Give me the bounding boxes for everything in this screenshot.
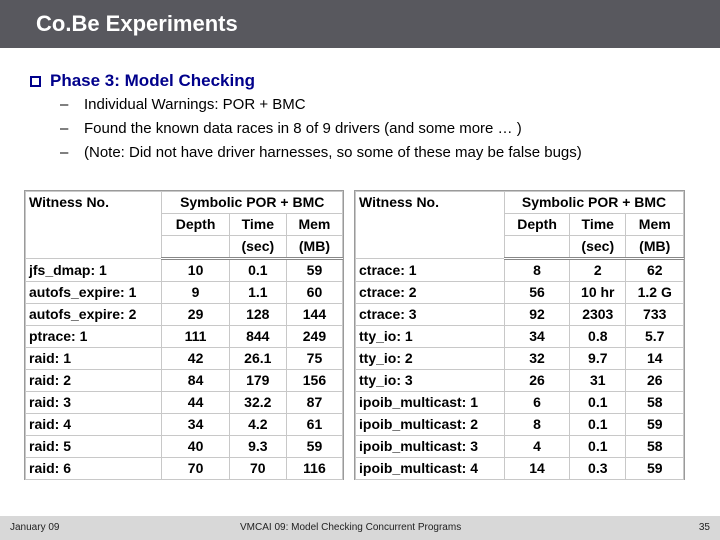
table-row (356, 304, 684, 326)
time-cell: 1.1 (229, 282, 286, 304)
col-time: Time (229, 214, 286, 236)
mem-cell: 733 (626, 304, 684, 326)
col-time-unit: (sec) (229, 236, 286, 259)
main-bullet-text: Phase 3: Model Checking (50, 71, 255, 90)
mem-cell: 249 (286, 326, 342, 348)
witness-cell: raid: 2 (26, 370, 162, 392)
mem-cell: 156 (286, 370, 342, 392)
time-cell: 0.1 (229, 259, 286, 282)
dash-icon: – (60, 120, 69, 137)
witness-cell: tty_io: 1 (356, 326, 505, 348)
table-row (356, 282, 684, 304)
mem-cell: 87 (286, 392, 342, 414)
subpoint-text: Individual Warnings: POR + BMC (84, 96, 306, 113)
witness-cell: autofs_expire: 2 (26, 304, 162, 326)
depth-cell: 111 (162, 326, 229, 348)
table-row (356, 348, 684, 370)
witness-cell: raid: 5 (26, 436, 162, 458)
witness-cell: raid: 4 (26, 414, 162, 436)
table-body-left (26, 259, 343, 480)
witness-cell: raid: 1 (26, 348, 162, 370)
subpoint-text: Found the known data races in 8 of 9 drivers (and some more … ) (84, 120, 522, 137)
mem-cell: 58 (626, 436, 684, 458)
depth-cell: 92 (505, 304, 570, 326)
mem-cell: 144 (286, 304, 342, 326)
mem-cell: 14 (626, 348, 684, 370)
results-table-right (354, 190, 685, 480)
slide-title: Co.Be Experiments (36, 11, 238, 36)
mem-cell: 58 (626, 392, 684, 414)
depth-cell: 40 (162, 436, 229, 458)
col-depth: Depth (505, 214, 570, 236)
time-cell: 4.2 (229, 414, 286, 436)
mem-cell: 59 (626, 458, 684, 480)
time-cell: 70 (229, 458, 286, 480)
footer-venue: VMCAI 09: Model Checking Concurrent Programs (240, 522, 462, 533)
table-row (356, 414, 684, 436)
depth-cell: 44 (162, 392, 229, 414)
table-row (356, 326, 684, 348)
subpoint-3 (60, 144, 582, 161)
mem-cell: 59 (286, 436, 342, 458)
main-bullet (30, 71, 255, 91)
time-cell: 0.8 (570, 326, 626, 348)
table-row (26, 458, 343, 480)
time-cell: 2 (570, 259, 626, 282)
table-row (26, 414, 343, 436)
col-depth-unit (505, 236, 570, 259)
witness-cell: tty_io: 2 (356, 348, 505, 370)
col-mem: Mem (626, 214, 684, 236)
col-mem-unit: (MB) (626, 236, 684, 259)
time-cell: 9.7 (570, 348, 626, 370)
witness-cell: ptrace: 1 (26, 326, 162, 348)
time-cell: 31 (570, 370, 626, 392)
subpoint-text: (Note: Did not have driver harnesses, so some of these may be false bugs) (84, 144, 582, 161)
time-cell: 128 (229, 304, 286, 326)
table-row (356, 392, 684, 414)
mem-cell: 62 (626, 259, 684, 282)
table-row (26, 304, 343, 326)
results-table-left (24, 190, 344, 480)
time-cell: 0.1 (570, 414, 626, 436)
table-row (26, 348, 343, 370)
witness-cell: ipoib_multicast: 2 (356, 414, 505, 436)
checkbox-bullet-icon (30, 76, 41, 87)
mem-cell: 59 (626, 414, 684, 436)
depth-cell: 56 (505, 282, 570, 304)
dash-icon: – (60, 144, 69, 161)
depth-cell: 34 (505, 326, 570, 348)
depth-cell: 4 (505, 436, 570, 458)
time-cell: 0.3 (570, 458, 626, 480)
table-row (26, 392, 343, 414)
mem-cell: 5.7 (626, 326, 684, 348)
mem-cell: 26 (626, 370, 684, 392)
time-cell: 179 (229, 370, 286, 392)
depth-cell: 70 (162, 458, 229, 480)
table-row (356, 370, 684, 392)
footer-date: January 09 (10, 522, 60, 533)
table-row (356, 259, 684, 282)
mem-cell: 116 (286, 458, 342, 480)
col-depth-unit (162, 236, 229, 259)
mem-cell: 1.2 G (626, 282, 684, 304)
header-witness: Witness No. (356, 192, 505, 259)
witness-cell: ctrace: 2 (356, 282, 505, 304)
col-time: Time (570, 214, 626, 236)
depth-cell: 10 (162, 259, 229, 282)
witness-cell: ipoib_multicast: 1 (356, 392, 505, 414)
depth-cell: 26 (505, 370, 570, 392)
table-row (26, 370, 343, 392)
time-cell: 10 hr (570, 282, 626, 304)
mem-cell: 59 (286, 259, 342, 282)
col-mem: Mem (286, 214, 342, 236)
time-cell: 26.1 (229, 348, 286, 370)
time-cell: 844 (229, 326, 286, 348)
time-cell: 0.1 (570, 436, 626, 458)
depth-cell: 14 (505, 458, 570, 480)
table-body-right (356, 259, 684, 480)
depth-cell: 8 (505, 259, 570, 282)
depth-cell: 6 (505, 392, 570, 414)
mem-cell: 60 (286, 282, 342, 304)
dash-icon: – (60, 96, 69, 113)
witness-cell: raid: 3 (26, 392, 162, 414)
witness-cell: jfs_dmap: 1 (26, 259, 162, 282)
depth-cell: 32 (505, 348, 570, 370)
depth-cell: 8 (505, 414, 570, 436)
mem-cell: 61 (286, 414, 342, 436)
table-row (26, 282, 343, 304)
col-mem-unit: (MB) (286, 236, 342, 259)
witness-cell: autofs_expire: 1 (26, 282, 162, 304)
subpoint-2 (60, 120, 522, 137)
time-cell: 2303 (570, 304, 626, 326)
table-row (356, 436, 684, 458)
witness-cell: raid: 6 (26, 458, 162, 480)
time-cell: 32.2 (229, 392, 286, 414)
table-row (26, 259, 343, 282)
col-time-unit: (sec) (570, 236, 626, 259)
witness-cell: ctrace: 3 (356, 304, 505, 326)
subpoint-1 (60, 96, 306, 113)
mem-cell: 75 (286, 348, 342, 370)
table-row (26, 326, 343, 348)
witness-cell: tty_io: 3 (356, 370, 505, 392)
depth-cell: 42 (162, 348, 229, 370)
depth-cell: 34 (162, 414, 229, 436)
table-row (26, 436, 343, 458)
header-group: Symbolic POR + BMC (505, 192, 684, 214)
time-cell: 9.3 (229, 436, 286, 458)
header-group: Symbolic POR + BMC (162, 192, 343, 214)
depth-cell: 9 (162, 282, 229, 304)
depth-cell: 29 (162, 304, 229, 326)
witness-cell: ipoib_multicast: 3 (356, 436, 505, 458)
col-depth: Depth (162, 214, 229, 236)
table-row (356, 458, 684, 480)
witness-cell: ctrace: 1 (356, 259, 505, 282)
depth-cell: 84 (162, 370, 229, 392)
footer-page-number: 35 (698, 522, 710, 533)
witness-cell: ipoib_multicast: 4 (356, 458, 505, 480)
header-witness: Witness No. (26, 192, 162, 259)
time-cell: 0.1 (570, 392, 626, 414)
